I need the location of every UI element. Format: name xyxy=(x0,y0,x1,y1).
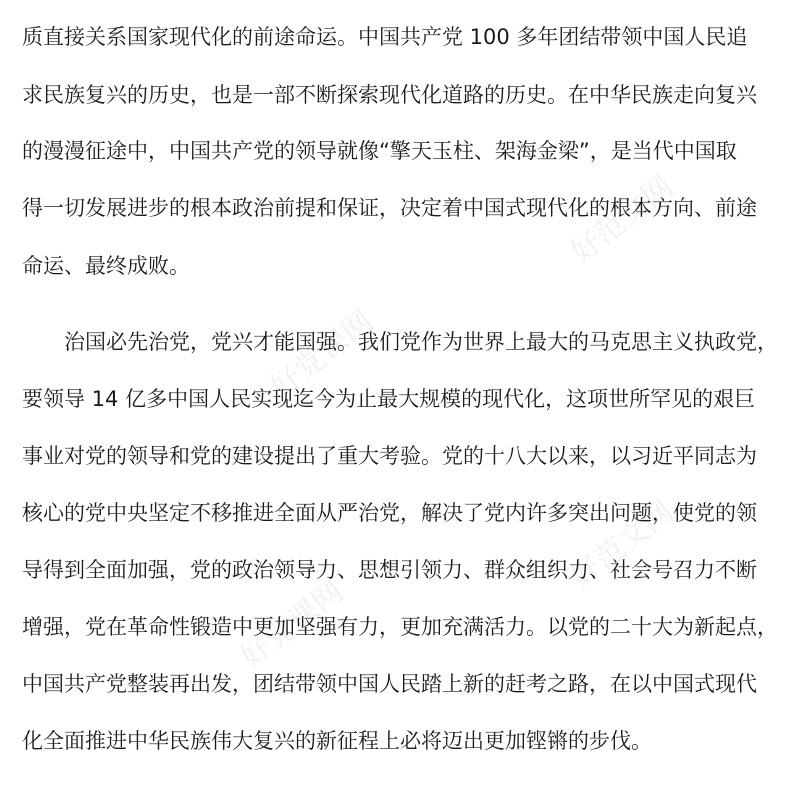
paragraph-line: 得一切发展进步的根本政治前提和保证，决定着中国式现代化的根本方向、前途 xyxy=(22,196,757,220)
paragraph-line: 导得到全面加强，党的政治领导力、思想引领力、群众组织力、社会号召力不断 xyxy=(22,558,757,582)
paragraph-line: 治国必先治党，党兴才能国强。我们党作为世界上最大的马克思主义执政党， xyxy=(64,330,778,354)
paragraph-line: 质直接关系国家现代化的前途命运。中国共产党 100 多年团结带领中国人民追 xyxy=(22,25,748,49)
watermark: 好范文网 xyxy=(564,169,681,271)
paragraph-line: 中国共产党整装再出发，团结带领中国人民踏上新的赶考之路，在以中国式现代 xyxy=(22,672,757,696)
paragraph-line: 化全面推进中华民族伟大复兴的新征程上必将迈出更加铿锵的步伐。 xyxy=(22,729,652,753)
paragraph-line: 增强，党在革命性锻造中更加坚强有力，更加充满活力。以党的二十大为新起点， xyxy=(22,615,778,639)
watermark: 好范文网 xyxy=(564,494,681,596)
paragraph-line: 命运、最终成败。 xyxy=(22,254,190,278)
paragraph-line: 求民族复兴的历史，也是一部不断探索现代化道路的历史。在中华民族走向复兴 xyxy=(22,83,757,107)
paragraph-line: 事业对党的领导和党的建设提出了重大考验。党的十八大以来，以习近平同志为 xyxy=(22,444,757,468)
paragraph-line: 要领导 14 亿多中国人民实现迄今为止最大规模的现代化，这项世所罕见的艰巨 xyxy=(22,387,756,411)
paragraph-line: 的漫漫征途中，中国共产党的领导就像“擎天玉柱、架海金梁”，是当代中国取 xyxy=(22,139,737,163)
paragraph-line: 核心的党中央坚定不移推进全面从严治党，解决了党内许多突出问题，使党的领 xyxy=(22,501,757,525)
watermark: 好党课网 xyxy=(234,574,351,676)
watermark: 好党课网 xyxy=(264,304,381,406)
